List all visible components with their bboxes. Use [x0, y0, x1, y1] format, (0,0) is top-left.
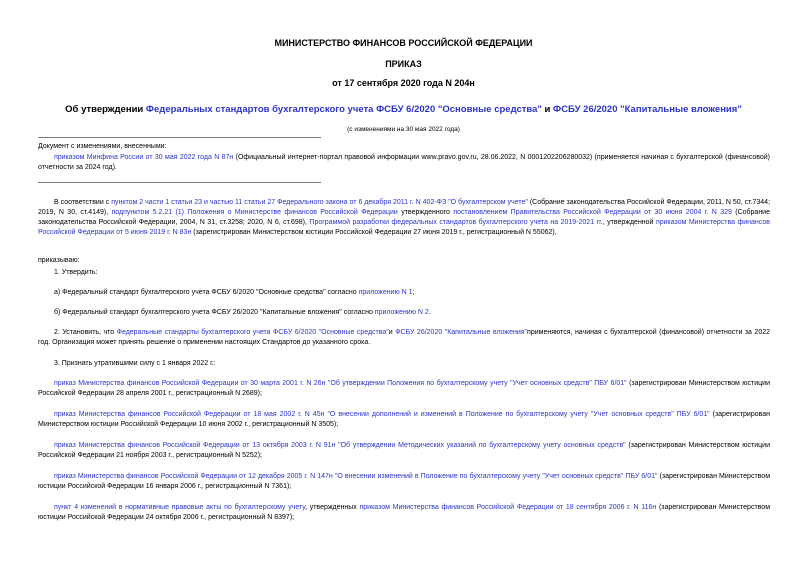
title-prefix: Об утверждении [65, 104, 146, 115]
repealed-entry-text: , утвержденных [305, 504, 360, 511]
item-1b-text: б) Федеральный стандарт бухгалтерского учета ФСБУ 26/2020 "Капитальные вложения" согласно [54, 309, 375, 316]
changes-heading: Документ с изменениями, внесенными: [38, 143, 167, 150]
standards-program-link[interactable]: Программой разработки федеральных стандартов бухгалтерского учета на 2019-2021 гг. [309, 219, 603, 226]
changes-text [38, 153, 770, 173]
repealed-order-link[interactable]: приказ Министерства финансов Российской Федерации от 13 октября 2003 г. N 91н "Об утверждении Методических указаний по бухгалтерскому учету основных средств" [54, 442, 626, 449]
repealed-order-link[interactable]: приказ Министерства финансов Российской Федерации от 18 мая 2002 г. N 45н "О внесении дополнений и изменений в Положение по бухгалтерскому учету "Учет основных средств" ПБУ 6/01" [54, 411, 710, 418]
title-mid: и [541, 104, 554, 115]
law-402-link[interactable]: пунктом 2 части 1 статьи 23 и частью 11 статьи 27 Федерального закона от 6 декабря 2011 г. N 402-ФЗ "О бухгалтерском учете" [111, 199, 528, 206]
document-title [0, 104, 807, 116]
item-2-text: и [388, 329, 396, 336]
repealed-entry [38, 379, 770, 399]
item-2-text: 2. Установить, что [54, 329, 117, 336]
item-1-label: 1. Утвердить: [54, 269, 98, 276]
fsbu-6-link[interactable]: Федеральные стандарты бухгалтерского учета ФСБУ 6/2020 "Основные средства" [116, 329, 389, 336]
order-83n-link[interactable]: приказом Министерства финансов Российской Федерации от 5 июня 2019 г. N 83н [38, 219, 770, 236]
repealed-entry-text: (зарегистрирован Министерством юстиции Российской Федерации 16 января 2006 г., регистрационный N 7361); [38, 473, 771, 490]
item-2-text: применяются, начиная с бухгалтерской (финансовой) отчетности за 2022 год. Организация может принять решение о применении настоящих Стандартов до указанного срока. [38, 329, 770, 346]
divider-bottom [38, 182, 321, 183]
order-116n-link[interactable]: приказом Министерства финансов Российской Федерации от 18 сентября 2006 г. N 116н [359, 504, 657, 511]
amendment-note: (с изменениями на 30 мая 2022 года) [347, 126, 460, 133]
title-link-fsbu-6[interactable]: Федеральных стандартов бухгалтерского учета ФСБУ 6/2020 "Основные средства" [145, 104, 542, 115]
repealed-entry-text: (зарегистрирован Министерством юстиции Российской Федерации 21 ноября 2003 г., регистрационный N 5252); [38, 442, 771, 459]
government-decree-link[interactable]: постановлением Правительства Российской Федерации от 30 июня 2004 г. N 329 [453, 209, 732, 216]
item-1a-end: ; [412, 289, 415, 296]
preamble-text: (Собрание законодательства Российской Федерации, 2011, N 50, ст.7344; 2019, N 30, ст.4149), [38, 199, 771, 216]
item-1b [38, 308, 770, 318]
item-3-label: 3. Признать утратившими силу с 1 января 2022 г.: [54, 360, 216, 367]
preamble-text: (зарегистрирован Министерством юстиции Российской Федерации 27 июня 2019 г., регистрационный N 55062), [191, 229, 557, 236]
repealed-order-link[interactable]: приказ Министерства финансов Российской Федерации от 30 марта 2001 г. N 26н "Об утверждении Положения по бухгалтерскому учету "Учет основных средств" ПБУ 6/01" [54, 380, 627, 387]
item-1b-end: . [428, 309, 431, 316]
document-type: ПРИКАЗ [385, 59, 422, 69]
appendix-2-link[interactable]: приложению N 2 [374, 309, 429, 316]
repealed-order-link[interactable]: приказ Министерства финансов Российской Федерации от 12 декабря 2005 г. N 147н "О внесении изменений в Положение по бухгалтерскому учету "Учет основных средств" ПБУ 6/01" [54, 473, 658, 480]
changes-order-link[interactable]: приказом Минфина России от 30 мая 2022 года N 87н [54, 154, 234, 161]
repealed-entry-text: (зарегистрирован Министерством юстиции Российской Федерации 28 апреля 2001 г., регистрационный N 2689); [38, 380, 770, 397]
preamble-text: , утвержденной [602, 219, 656, 226]
appendix-1-link[interactable]: приложению N 1 [358, 289, 413, 296]
amendments-item-4-link[interactable]: пункт 4 изменений в нормативные правовые акты по бухгалтерскому учету [54, 504, 306, 511]
preamble-text: утвержденного [397, 209, 454, 216]
repealed-entry-text: (зарегистрирован Министерством юстиции Российской Федерации 10 июня 2002 г., регистрационный N 3505); [38, 411, 771, 428]
preamble-text: В соответствии с [54, 199, 112, 206]
repealed-entry-last [38, 503, 770, 523]
repealed-entry [38, 441, 770, 461]
repealed-entry [38, 410, 770, 430]
fsbu-26-link[interactable]: ФСБУ 26/2020 "Капитальные вложения" [395, 329, 528, 336]
changes-detail: (Официальный интернет-портал правовой информации www.pravo.gov.ru, 28.06.2022, N 0001202206280032) (применяется начиная с бухгалтерской (финансовой) отчетности за 2024 год). [38, 154, 770, 171]
ministry-regulation-link[interactable]: подпунктом 5.2.21 (1) Положения о Министерстве финансов Российской Федерации [111, 209, 398, 216]
item-2 [38, 328, 770, 348]
repealed-entry-text: (зарегистрирован Министерством юстиции Российской Федерации 24 октября 2006 г., регистрационный N 8397); [38, 504, 771, 521]
preamble-paragraph [38, 198, 770, 238]
repealed-entry [38, 472, 770, 492]
preamble-text: (Собрание законодательства Российской Федерации, 2004, N 31, ст.3258; 2020, N 6, ст.698), [38, 209, 770, 226]
title-link-fsbu-26[interactable]: ФСБУ 26/2020 "Капитальные вложения" [553, 104, 742, 115]
divider-top [38, 137, 321, 138]
document-date: от 17 сентября 2020 года N 204н [332, 78, 475, 88]
item-1a [38, 288, 770, 298]
order-word: приказываю: [38, 257, 80, 264]
item-1a-text: а) Федеральный стандарт бухгалтерского учета ФСБУ 6/2020 "Основные средства" согласно [54, 289, 359, 296]
ministry-name: МИНИСТЕРСТВО ФИНАНСОВ РОССИЙСКОЙ ФЕДЕРАЦИИ [274, 38, 533, 48]
